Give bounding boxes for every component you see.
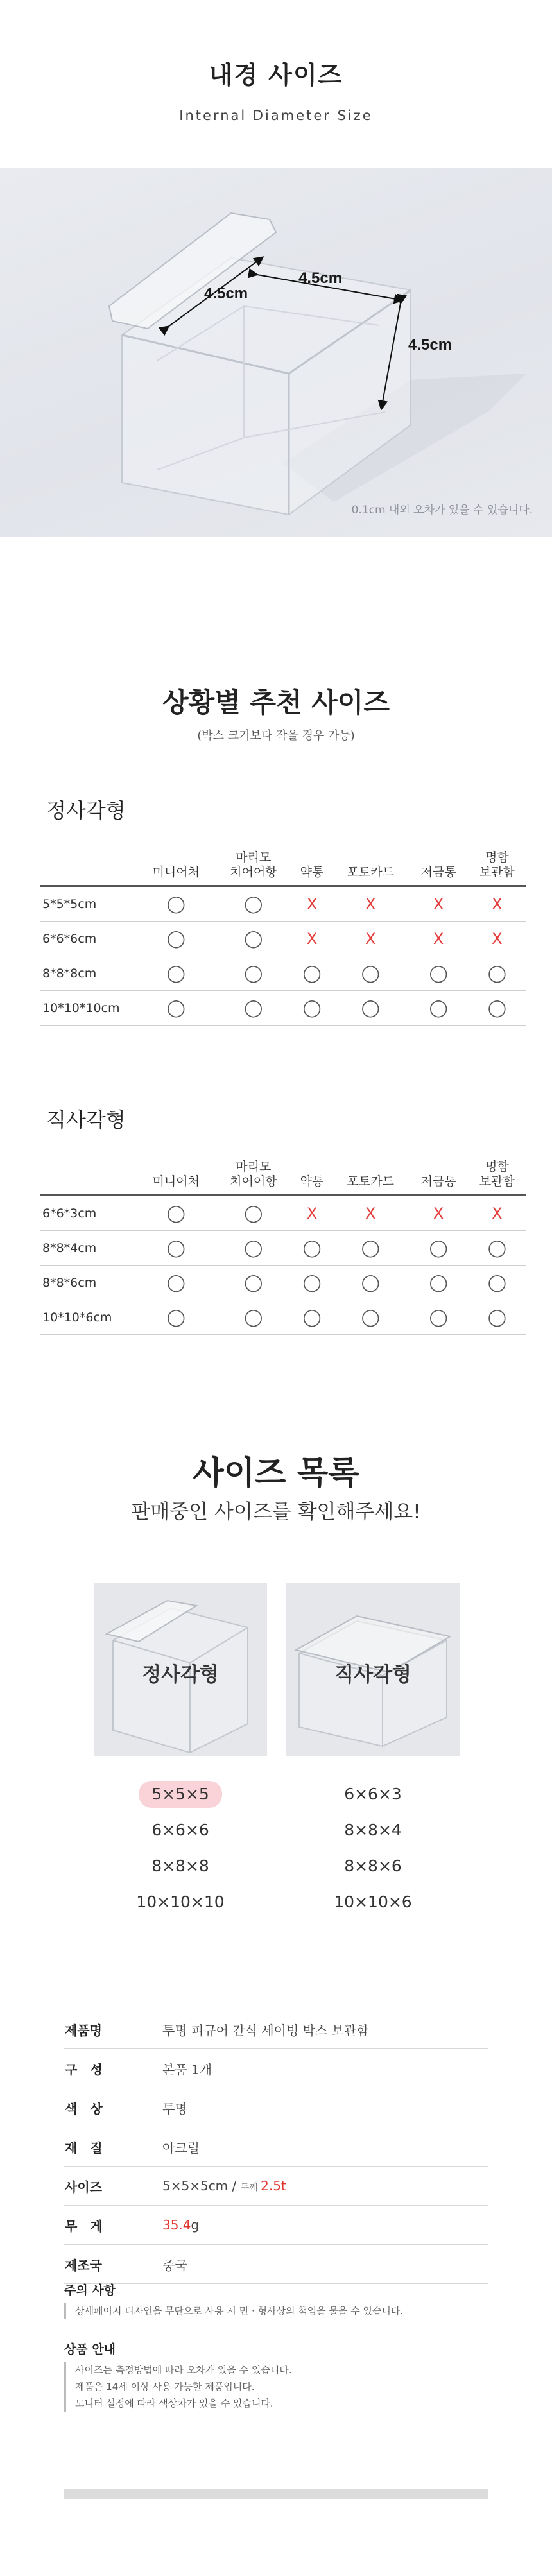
suitable-mark [137, 956, 215, 991]
circle-icon: ◯ [166, 1307, 185, 1327]
square-size-list [94, 1779, 267, 1923]
spec-key: 재 질 [64, 2127, 162, 2167]
box-dimension-photo [0, 168, 552, 537]
circle-icon: ◯ [302, 1238, 322, 1258]
internal-size-title: 내경 사이즈 [209, 61, 343, 89]
spec-row [64, 2088, 488, 2127]
spec-value: 본품 1개 [162, 2049, 488, 2088]
caution-title: 주의 사항 [64, 2283, 116, 2297]
circle-icon: ◯ [244, 929, 263, 949]
unsuitable-mark [468, 922, 526, 956]
spec-key: 무 게 [64, 2206, 162, 2245]
size-list-subtitle: 판매중인 사이즈를 확인해주세요! [131, 1500, 421, 1524]
spec-row-size [64, 2167, 488, 2206]
table-row [40, 1231, 526, 1266]
suitable-mark [215, 1231, 293, 1266]
thickness-label: 두께 [240, 2183, 261, 2193]
suitable-mark [292, 1300, 332, 1335]
circle-icon: ◯ [361, 1273, 380, 1292]
dimension-label-depth: 4.5cm [298, 270, 343, 287]
usage-column-header: 명함 보관함 [468, 1145, 526, 1196]
usage-column-header: 미니어처 [137, 1145, 215, 1196]
cross-icon: X [433, 1204, 444, 1223]
suitable-mark [332, 956, 410, 991]
square-category-title: 정사각형 [46, 798, 126, 823]
circle-icon: ◯ [361, 1307, 380, 1327]
row-size-label: 8*8*8cm [40, 956, 137, 991]
cross-icon: X [365, 895, 376, 913]
usage-column-header: 포토카드 [332, 1145, 410, 1196]
suitable-mark [215, 886, 293, 922]
guide-box [64, 2362, 292, 2412]
unsuitable-mark [468, 886, 526, 922]
guide-line: 사이즈는 측정방법에 따라 오차가 있을 수 있습니다. [75, 2364, 292, 2376]
spec-value-weight [162, 2206, 488, 2245]
cross-icon: X [306, 929, 318, 948]
spec-row-origin [64, 2245, 488, 2284]
usage-column-header: 저금통 [410, 1145, 468, 1196]
cross-icon: X [433, 895, 444, 913]
usage-column-header: 저금통 [410, 836, 468, 886]
rect-thumbnail-label: 직사각형 [334, 1663, 411, 1687]
row-size-label: 6*6*6cm [40, 922, 137, 956]
rect-recommendation-table [40, 1145, 526, 1335]
suitable-mark [137, 886, 215, 922]
size-value: 5×5×5cm / [162, 2178, 241, 2194]
suitable-mark [468, 1231, 526, 1266]
spec-value-size [162, 2167, 488, 2206]
suitable-mark [215, 922, 293, 956]
recommendation-title: 상황별 추천 사이즈 [162, 687, 390, 718]
circle-icon: ◯ [302, 1273, 322, 1292]
size-option-6x6x6[interactable]: 6×6×6 [151, 1821, 209, 1839]
cross-icon: X [492, 929, 503, 948]
suitable-mark [292, 956, 332, 991]
usage-column-header: 포토카드 [332, 836, 410, 886]
unsuitable-mark [292, 886, 332, 922]
table-row [40, 1266, 526, 1300]
circle-icon: ◯ [244, 1203, 263, 1223]
unsuitable-mark [292, 922, 332, 956]
spec-row [64, 2049, 488, 2088]
table-row [40, 1300, 526, 1335]
unsuitable-mark [410, 886, 468, 922]
unsuitable-mark [468, 1196, 526, 1231]
circle-icon: ◯ [487, 1273, 506, 1292]
spec-value: 투명 피규어 간식 세이빙 박스 보관함 [162, 2010, 488, 2049]
size-option-10x10x10[interactable]: 10×10×10 [136, 1893, 225, 1911]
circle-icon: ◯ [244, 894, 263, 914]
circle-icon: ◯ [166, 929, 185, 949]
circle-icon: ◯ [166, 1273, 185, 1292]
suitable-mark [137, 1196, 215, 1231]
suitable-mark [410, 991, 468, 1026]
unsuitable-mark [332, 1196, 410, 1231]
suitable-mark [332, 1266, 410, 1300]
spec-row [64, 2127, 488, 2167]
guide-line: 제품은 14세 이상 사용 가능한 제품입니다. [75, 2381, 255, 2392]
suitable-mark [137, 922, 215, 956]
circle-icon: ◯ [361, 963, 380, 983]
unsuitable-mark [292, 1196, 332, 1231]
size-column-header [40, 836, 137, 886]
circle-icon: ◯ [487, 1238, 506, 1258]
circle-icon: ◯ [244, 963, 263, 983]
cross-icon: X [306, 1204, 318, 1223]
circle-icon: ◯ [244, 1238, 263, 1258]
acrylic-box-illustration [0, 168, 552, 537]
circle-icon: ◯ [166, 1238, 185, 1258]
unsuitable-mark [332, 922, 410, 956]
suitable-mark [292, 1266, 332, 1300]
size-option-10x10x6[interactable]: 10×10×6 [334, 1893, 412, 1911]
circle-icon: ◯ [429, 1273, 448, 1292]
tolerance-note: 0.1cm 내외 오차가 있을 수 있습니다. [351, 504, 533, 517]
unsuitable-mark [410, 922, 468, 956]
suitable-mark [468, 1300, 526, 1335]
table-row [40, 956, 526, 991]
row-size-label: 10*10*10cm [40, 991, 137, 1026]
circle-icon: ◯ [166, 963, 185, 983]
square-thumbnail-label: 정사각형 [142, 1663, 219, 1687]
internal-size-subtitle: Internal Diameter Size [179, 108, 373, 123]
row-size-label: 5*5*5cm [40, 886, 137, 922]
row-size-label: 8*8*4cm [40, 1231, 137, 1266]
table-header-row [40, 836, 526, 886]
suitable-mark [215, 1266, 293, 1300]
spec-key: 구 성 [64, 2049, 162, 2088]
product-spec-table [64, 2010, 488, 2284]
circle-icon: ◯ [429, 1238, 448, 1258]
spec-value: 아크릴 [162, 2127, 488, 2167]
circle-icon: ◯ [429, 998, 448, 1018]
weight-value: 35.4 [162, 2217, 191, 2233]
suitable-mark [332, 1300, 410, 1335]
dimension-label-width: 4.5cm [204, 285, 248, 302]
suitable-mark [410, 1231, 468, 1266]
circle-icon: ◯ [244, 1273, 263, 1292]
row-size-label: 10*10*6cm [40, 1300, 137, 1335]
suitable-mark [468, 956, 526, 991]
guide-title: 상품 안내 [64, 2342, 116, 2357]
suitable-mark [292, 1231, 332, 1266]
usage-column-header: 마리모 치어어항 [215, 836, 293, 886]
spec-key: 사이즈 [64, 2167, 162, 2206]
thickness-value: 2.5t [261, 2178, 286, 2194]
circle-icon: ◯ [361, 1238, 380, 1258]
circle-icon: ◯ [302, 963, 322, 983]
size-option-6x6x3[interactable]: 6×6×3 [344, 1785, 402, 1803]
table-header-row [40, 1145, 526, 1196]
cross-icon: X [365, 929, 376, 948]
square-box-thumbnail [94, 1583, 267, 1756]
size-option-8x8x8[interactable]: 8×8×8 [151, 1857, 209, 1875]
spec-key: 제품명 [64, 2010, 162, 2049]
suitable-mark [468, 991, 526, 1026]
suitable-mark [215, 1196, 293, 1231]
circle-icon: ◯ [244, 1307, 263, 1327]
size-list-title: 사이즈 목록 [193, 1454, 359, 1491]
suitable-mark [215, 956, 293, 991]
suitable-mark [332, 1231, 410, 1266]
circle-icon: ◯ [244, 998, 263, 1018]
suitable-mark [410, 956, 468, 991]
cross-icon: X [365, 1204, 376, 1223]
circle-icon: ◯ [166, 1203, 185, 1223]
caution-text: 상세페이지 디자인을 무단으로 사용 시 민 · 형사상의 책임을 물을 수 있습니다. [64, 2303, 403, 2319]
rect-box-thumbnail [286, 1583, 460, 1756]
suitable-mark [137, 1231, 215, 1266]
suitable-mark [332, 991, 410, 1026]
circle-icon: ◯ [302, 998, 322, 1018]
spec-key: 색 상 [64, 2088, 162, 2127]
usage-column-header: 명함 보관함 [468, 836, 526, 886]
rect-category-title: 직사각형 [46, 1108, 126, 1132]
circle-icon: ◯ [487, 998, 506, 1018]
usage-column-header: 약통 [292, 1145, 332, 1196]
circle-icon: ◯ [487, 1307, 506, 1327]
rect-size-list [286, 1779, 460, 1923]
suitable-mark [137, 1300, 215, 1335]
table-row [40, 886, 526, 922]
cross-icon: X [492, 895, 503, 913]
row-size-label: 8*8*6cm [40, 1266, 137, 1300]
table-row [40, 991, 526, 1026]
usage-column-header: 미니어처 [137, 836, 215, 886]
circle-icon: ◯ [302, 1307, 322, 1327]
dimension-label-height: 4.5cm [408, 336, 453, 354]
size-option-8x8x6[interactable]: 8×8×6 [344, 1857, 402, 1875]
suitable-mark [137, 1266, 215, 1300]
usage-column-header: 마리모 치어어항 [215, 1145, 293, 1196]
circle-icon: ◯ [166, 998, 185, 1018]
cross-icon: X [433, 929, 444, 948]
usage-column-header: 약통 [292, 836, 332, 886]
spec-value: 투명 [162, 2088, 488, 2127]
circle-icon: ◯ [166, 894, 185, 914]
guide-line: 모니터 설정에 따라 색상차가 있을 수 있습니다. [75, 2398, 273, 2409]
square-recommendation-table [40, 836, 526, 1026]
suitable-mark [215, 991, 293, 1026]
circle-icon: ◯ [487, 963, 506, 983]
unsuitable-mark [332, 886, 410, 922]
weight-unit: g [191, 2217, 200, 2233]
suitable-mark [137, 991, 215, 1026]
footer-divider [64, 2489, 488, 2499]
size-column-header [40, 1145, 137, 1196]
table-row [40, 1196, 526, 1231]
size-option-8x8x4[interactable]: 8×8×4 [344, 1821, 402, 1839]
size-option-5x5x5[interactable]: 5×5×5 [94, 1779, 267, 1815]
spec-value: 중국 [162, 2245, 488, 2284]
row-size-label: 6*6*3cm [40, 1196, 137, 1231]
circle-icon: ◯ [361, 998, 380, 1018]
spec-row [64, 2010, 488, 2049]
suitable-mark [410, 1266, 468, 1300]
recommendation-subtitle: (박스 크기보다 작을 경우 가능) [197, 729, 355, 743]
circle-icon: ◯ [429, 963, 448, 983]
spec-key: 제조국 [64, 2245, 162, 2284]
circle-icon: ◯ [429, 1307, 448, 1327]
suitable-mark [468, 1266, 526, 1300]
suitable-mark [410, 1300, 468, 1335]
table-row [40, 922, 526, 956]
cross-icon: X [492, 1204, 503, 1223]
suitable-mark [215, 1300, 293, 1335]
unsuitable-mark [410, 1196, 468, 1231]
cross-icon: X [306, 895, 318, 913]
suitable-mark [292, 991, 332, 1026]
spec-row-weight [64, 2206, 488, 2245]
